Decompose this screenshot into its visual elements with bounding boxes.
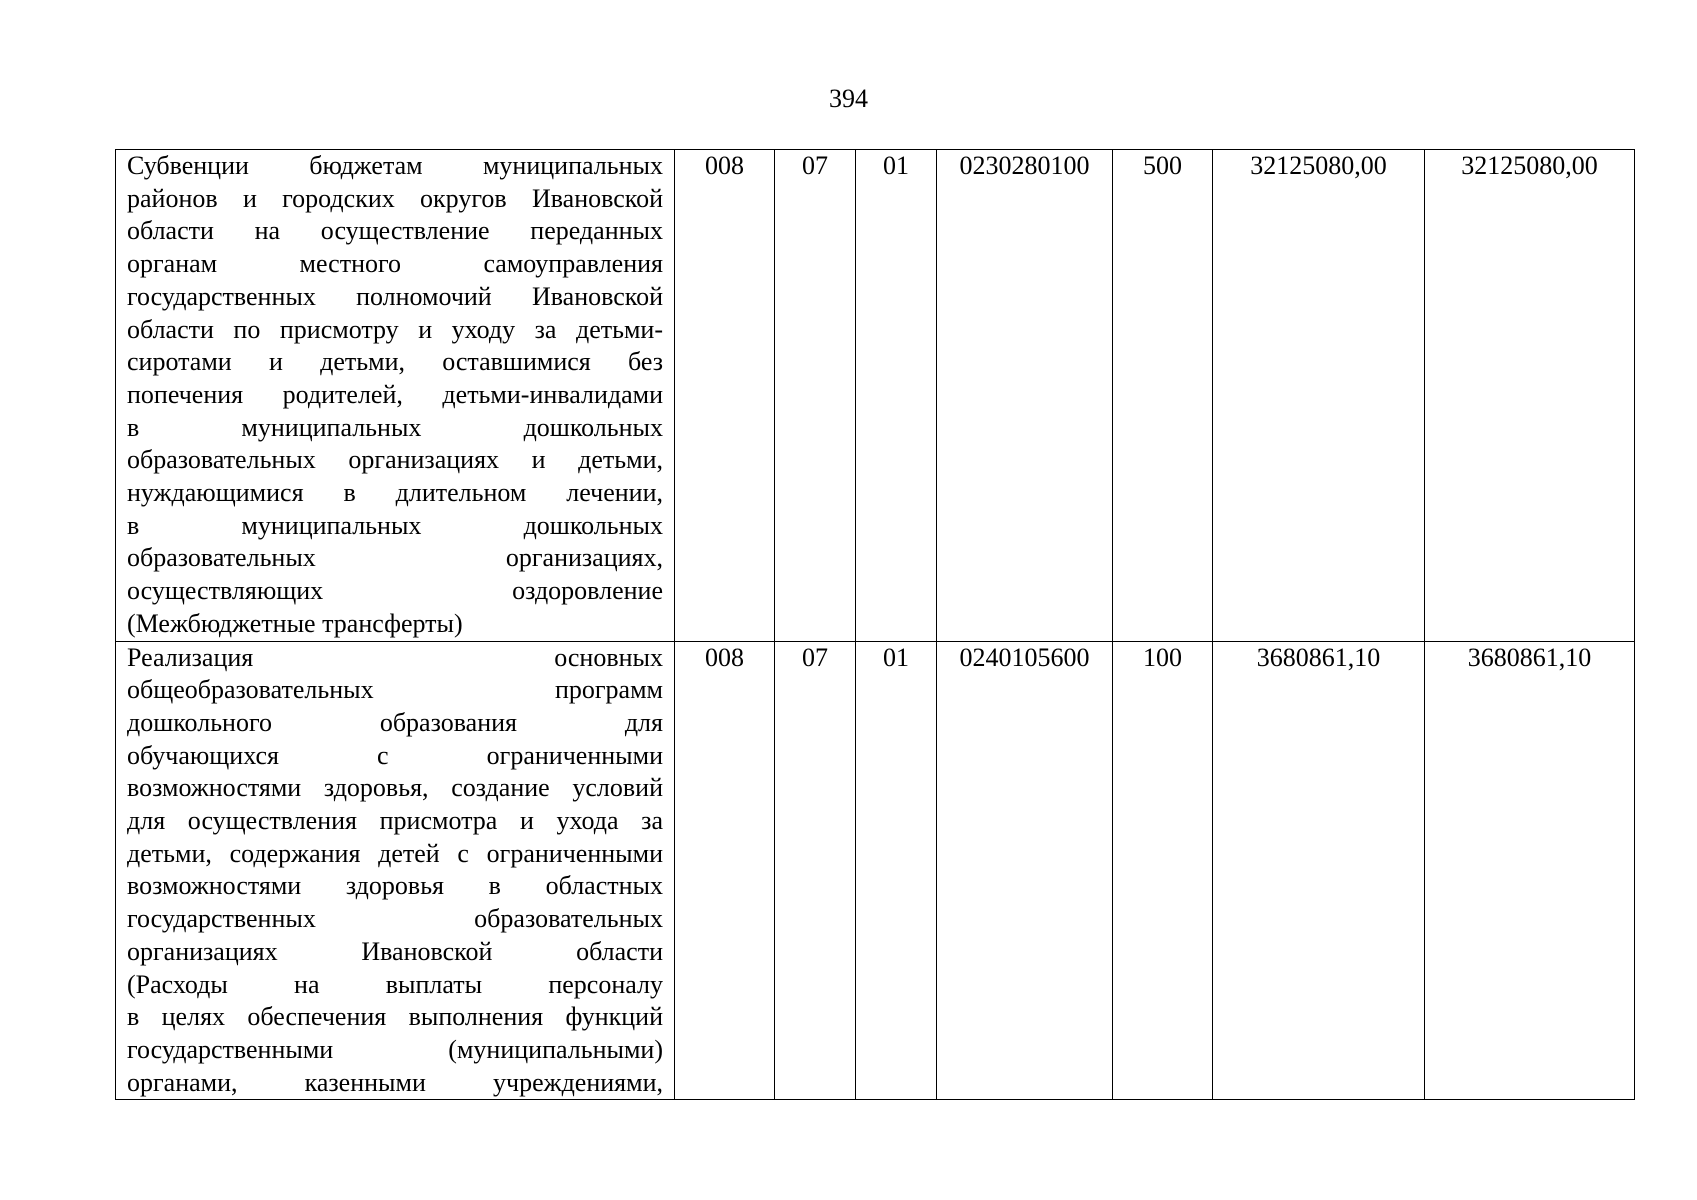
amount-1: 3680861,10 [1213,641,1425,1100]
description-line: нуждающимися в длительном лечении, [127,478,663,508]
description-line: образовательных организациях, [127,543,663,573]
description-line: общеобразовательных программ [127,675,663,705]
description-line: в целях обеспечения выполнения функций [127,1002,663,1032]
description-line: в муниципальных дошкольных [127,412,663,442]
table-row [116,150,1635,642]
description-line: Субвенции бюджетам муниципальных [127,151,663,180]
description-line: в муниципальных дошкольных [127,510,663,540]
target-article-code: 0240105600 [937,641,1113,1100]
row-description [116,641,675,1100]
target-article-code: 0230280100 [937,150,1113,642]
description-line: обучающихся с ограниченными [127,740,663,770]
description-line: организациях Ивановской области [127,936,663,966]
page-number: 394 [829,84,868,113]
description-line: государственными (муниципальными) [127,1034,663,1064]
description-line: возможностями здоровья в областных [127,871,663,901]
table-row [116,641,1635,1100]
description-line: детьми, содержания детей с ограниченными [127,838,663,868]
description-line: Реализация основных [127,642,663,672]
description-line: области по присмотру и уходу за детьми- [127,314,663,344]
description-line: органами, казенными учреждениями, [127,1067,663,1097]
section-code: 07 [775,150,856,642]
description-line: (Расходы на выплаты персоналу [127,969,663,999]
description-line: осуществляющих оздоровление [127,576,663,606]
expense-type-code: 100 [1113,641,1213,1100]
description-line: государственных полномочий Ивановской [127,281,663,311]
amount-2: 3680861,10 [1425,641,1635,1100]
amount-2: 32125080,00 [1425,150,1635,642]
description-line: образовательных организациях и детьми, [127,445,663,475]
description-line: области на осуществление переданных [127,216,663,246]
description-line: районов и городских округов Ивановской [127,183,663,213]
ministry-code: 008 [675,641,775,1100]
ministry-code: 008 [675,150,775,642]
section-code: 07 [775,641,856,1100]
row-description [116,150,675,642]
description-line: дошкольного образования для [127,707,663,737]
amount-1: 32125080,00 [1213,150,1425,642]
description-line: для осуществления присмотра и ухода за [127,806,663,836]
subsection-code: 01 [856,641,937,1100]
description-line: государственных образовательных [127,904,663,934]
description-line: сиротами и детьми, оставшимися без [127,347,663,377]
subsection-code: 01 [856,150,937,642]
description-line: попечения родителей, детьми-инвалидами [127,379,663,409]
budget-table [115,149,1635,1100]
expense-type-code: 500 [1113,150,1213,642]
description-line: возможностями здоровья, создание условий [127,773,663,803]
description-line: (Межбюджетные трансферты) [127,608,463,638]
description-line: органам местного самоуправления [127,249,663,279]
